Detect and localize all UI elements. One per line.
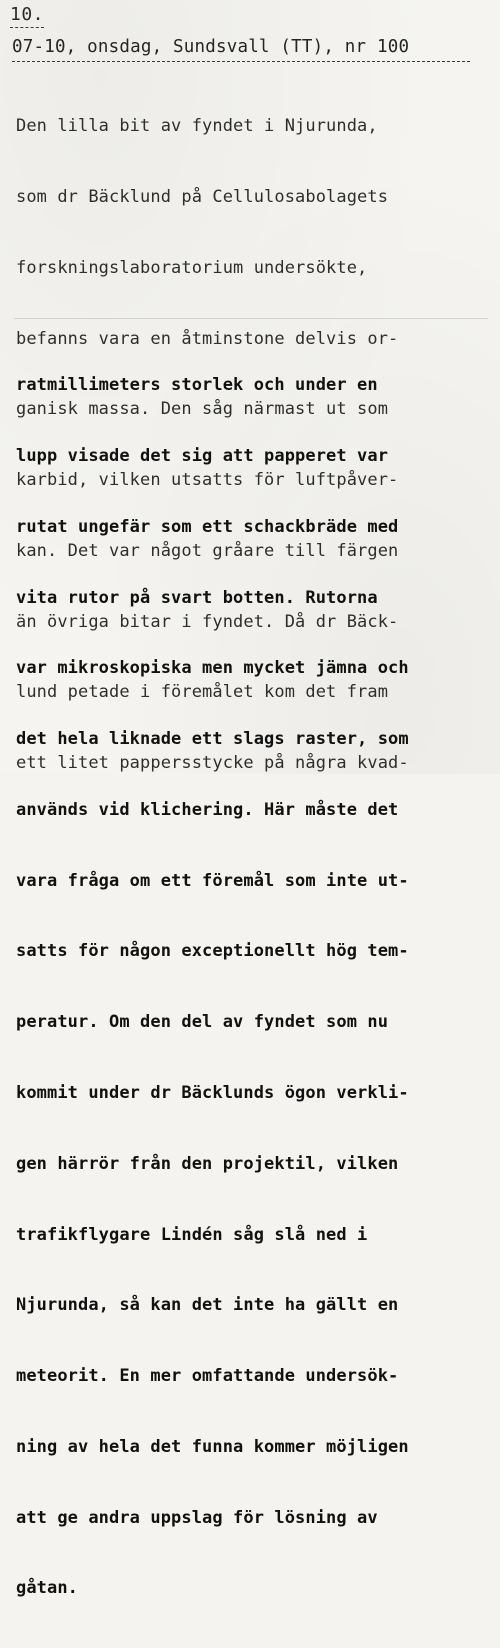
text-line: gen härrör från den projektil, vilken	[16, 1153, 399, 1174]
text-section-2	[16, 327, 409, 1648]
text-line: att ge andra uppslag för lösning av	[16, 1507, 378, 1528]
text-line: kommit under dr Bäcklunds ögon verkli-	[16, 1083, 409, 1103]
text-line: meteorit. En mer omfattande undersök-	[16, 1366, 399, 1387]
text-line: karbid, vilken utsatts för luftpåver-	[16, 470, 399, 491]
text-line: ganisk massa. Den såg närmast ut som	[16, 399, 389, 420]
text-line: ett litet pappersstycke på några kvad-	[16, 753, 409, 774]
text-line: används vid klichering. Här måste det	[16, 799, 399, 820]
text-line: Njurunda, så kan det inte ha gällt en	[16, 1295, 399, 1316]
text-line: vita rutor på svart botten. Rutorna	[16, 587, 378, 608]
page-number-underline	[10, 27, 44, 28]
text-line: gåtan.	[16, 1578, 79, 1599]
text-line: forskningslaboratorium undersökte,	[16, 257, 368, 278]
text-line: vara fråga om ett föremål som inte ut-	[16, 870, 409, 891]
text-line: ratmillimeters storlek och under en	[16, 375, 378, 396]
text-line: ning av hela det funna kommer möjligen	[16, 1436, 409, 1457]
text-line: befanns vara en åtminstone delvis or-	[16, 328, 399, 349]
page-number: 10.	[10, 4, 45, 25]
section-divider	[14, 318, 488, 319]
dateline: 07-10, onsdag, Sundsvall (TT), nr 100	[12, 37, 410, 57]
dateline-underline	[12, 61, 470, 62]
text-line: det hela liknade ett slags raster, som	[16, 729, 409, 750]
text-line: kan. Det var något gråare till färgen	[16, 540, 399, 561]
text-line: än övriga bitar i fyndet. Då dr Bäck-	[16, 611, 399, 632]
text-line: lund petade i föremålet kom det fram	[16, 682, 389, 703]
text-line: lupp visade det sig att papperet var	[16, 445, 389, 466]
text-line: peratur. Om den del av fyndet som nu	[16, 1012, 389, 1033]
text-line: var mikroskopiska men mycket jämna och	[16, 658, 409, 679]
text-line: satts för någon exceptionellt hög tem-	[16, 941, 409, 962]
text-line: rutat ungefär som ett schackbräde med	[16, 516, 399, 537]
text-line: som dr Bäcklund på Cellulosabolagets	[16, 186, 389, 207]
text-line: Den lilla bit av fyndet i Njurunda,	[16, 116, 378, 137]
text-line: trafikflygare Lindén såg slå ned i	[16, 1224, 368, 1245]
